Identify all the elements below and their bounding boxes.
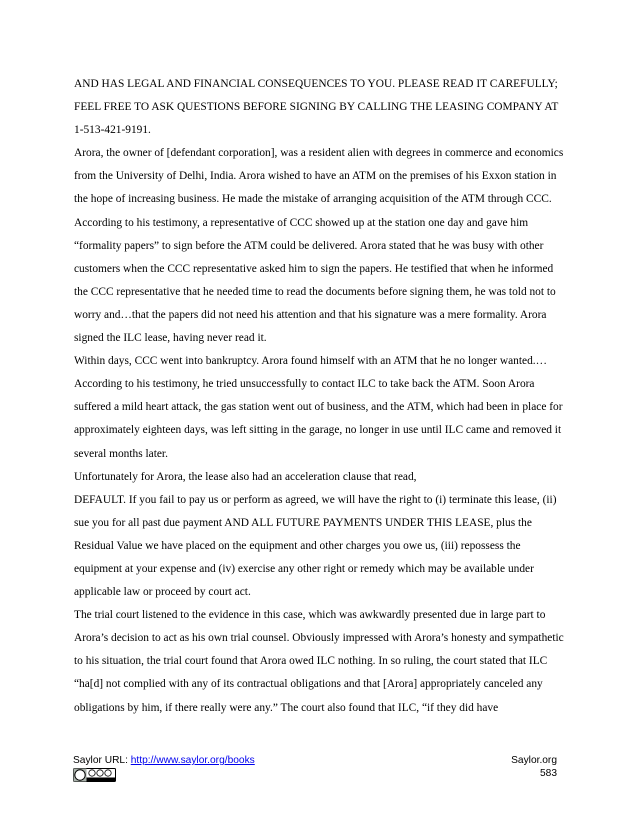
footer-source xyxy=(73,754,255,767)
footer-page-info xyxy=(511,754,557,780)
paragraph-arora-background: Arora, the owner of [defendant corporation], was a resident alien with degrees in commerce and economics from the University of Delhi, India. Arora wished to have an ATM on the premises of his Exxon station in the hope of increasing business. He made the mistake of arranging acquisition of the ATM through CCC. According to his testimony, a representative of CCC showed up at the station one day and gave him “formality papers” to sign before the ATM could be delivered. Arora stated that he was busy with other customers when the CCC representative asked him to sign the papers. He testified that when he informed the CCC representative that he needed time to read the documents before signing them, he was told not to worry and…that the papers did not need his attention and that his signature was a mere formality. Arora signed the ILC lease, having never read it. xyxy=(74,147,564,345)
saylor-books-link[interactable]: http://www.saylor.org/books xyxy=(130,755,255,766)
body-text xyxy=(74,73,564,720)
paragraph-bankruptcy: Within days, CCC went into bankruptcy. Arora found himself with an ATM that he no longer wanted.…According to his testimony, he tried unsuccessfully to contact ILC to take back the ATM. Soon Arora suffered a mild heart attack, the gas station went out of business, and the ATM, which had been in place for approximately eighteen days, was left sitting in the garage, no longer in use until ILC came and removed it several months later. xyxy=(74,355,563,460)
footer-site-name: Saylor.org xyxy=(511,755,557,766)
footer-page-number: 583 xyxy=(540,768,557,779)
footer-source-label: Saylor URL: xyxy=(73,755,131,766)
cc-license-badge-icon xyxy=(73,768,116,782)
paragraph-lease-notice: AND HAS LEGAL AND FINANCIAL CONSEQUENCES TO YOU. PLEASE READ IT CAREFULLY; FEEL FREE TO ASK QUESTIONS BEFORE SIGNING BY CALLING THE LEASING COMPANY AT 1-513-421-9191. xyxy=(74,78,559,137)
paragraph-default-clause: DEFAULT. If you fail to pay us or perform as agreed, we will have the right to (i) terminate this lease, (ii) sue you for all past due payment AND ALL FUTURE PAYMENTS UNDER THIS LEASE, plus the Residual Value we have placed on the equipment and other charges you owe us, (iii) repossess the equipment at your expense and (iv) exercise any other right or remedy which may be available under applicable law or proceed by court act. xyxy=(74,493,557,599)
paragraph-acceleration-intro: Unfortunately for Arora, the lease also had an acceleration clause that read, xyxy=(74,470,417,483)
paragraph-trial-court: The trial court listened to the evidence in this case, which was awkwardly presented due in large part to Arora’s decision to act as his own trial counsel. Obviously impressed with Arora’s honesty and sympathetic to his situation, the trial court found that Arora owed ILC nothing. In so ruling, the court stated that ILC “ha[d] not complied with any of its contractual obligations and that [Arora] appropriately canceled any obligations by him, if there really were any.” The court also found that ILC, “if they did have xyxy=(74,609,564,714)
